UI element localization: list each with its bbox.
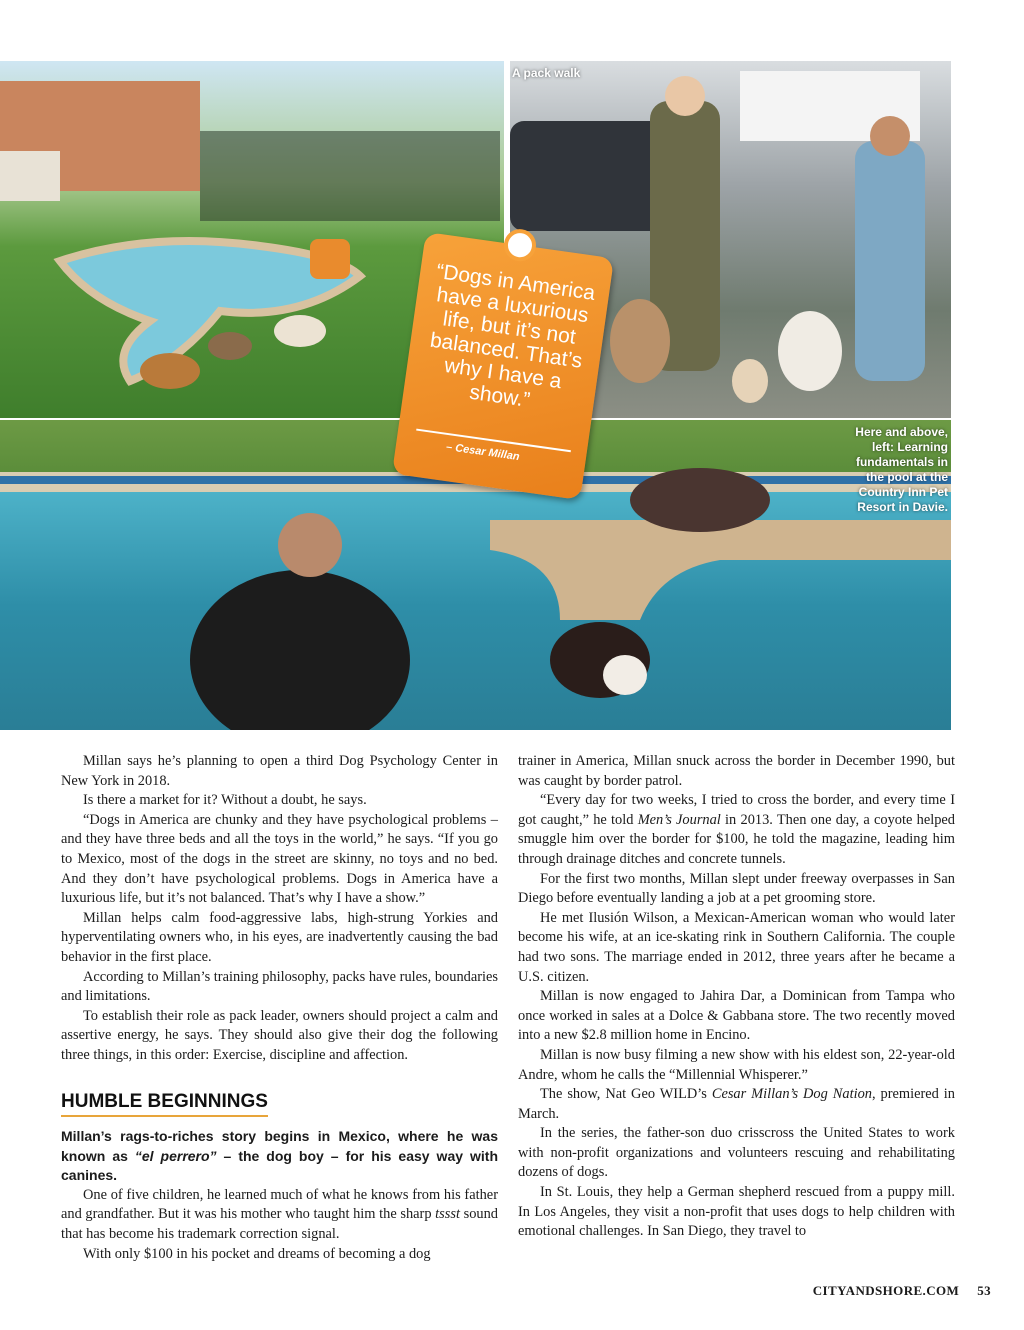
paragraph: Millan helps calm food-aggressive labs, high-strung Yorkies and hyperventilating owners who, in his eyes, are inadvertently causing the bad behavior in the first place.	[61, 909, 498, 965]
paragraph: Millan is now busy filming a new show with his eldest son, 22-year-old Andre, whom he calls the “Millennial Whisperer.”	[518, 1046, 955, 1083]
pull-quote-text: “Dogs in America have a luxurious life, but it’s not balanced. That’s why I have a show.”	[428, 259, 597, 412]
footer-site-link[interactable]: CITYANDSHORE.COM	[812, 1283, 960, 1298]
paragraph: For the first two months, Millan slept under freeway overpasses in San Diego before eventually landing a job at a pet grooming store.	[518, 870, 955, 907]
lede-text: Millan’s rags-to-riches story begins in Mexico, where he was known as	[61, 1128, 498, 1164]
article-column-left	[61, 752, 498, 1264]
paragraph: With only $100 in his pocket and dreams of becoming a dog	[83, 1245, 431, 1262]
article-column-right	[518, 752, 955, 1242]
paragraph: According to Millan’s training philosophy, packs have rules, boundaries and limitations.	[61, 968, 498, 1005]
paragraph-text: “Every day for two weeks, I tried to cross the border, and every time I got caught,” he told	[518, 792, 955, 828]
paragraph-emphasis: tssst	[435, 1206, 460, 1223]
page-number: 53	[977, 1283, 991, 1298]
photo-caption-pack-walk: A pack walk	[512, 66, 581, 80]
pull-quote-attribution: – Cesar Millan	[445, 440, 521, 464]
paragraph-text: The show, Nat Geo WILD’s	[540, 1086, 712, 1103]
paragraph: To establish their role as pack leader, owners should project a calm and assertive energy, he says. They should also give their dog the following three things, in this order: Exercise, discipline and affection.	[61, 1007, 498, 1063]
paragraph-emphasis: Men’s Journal	[637, 811, 721, 828]
paragraph-emphasis: Cesar Millan’s Dog Nation	[711, 1086, 872, 1103]
paragraph: He met Ilusión Wilson, a Mexican-American woman who would later become his wife, at an ice-skating rink in Southern California. The couple had two sons. The marriage ended in 2012, three years after he became a U.S. citizen.	[518, 909, 955, 985]
section-heading: HUMBLE BEGINNINGS	[61, 1092, 268, 1118]
lede-text-end: – the dog boy – for his easy way with canines.	[61, 1147, 498, 1184]
lede-emphasis: “el perrero”	[134, 1147, 217, 1164]
paragraph: Millan is now engaged to Jahira Dar, a Dominican from Tampa who once worked in sales at a Dolce & Gabbana store. The two recently moved into a new $2.8 million home in Encino.	[518, 988, 955, 1044]
paragraph: “Dogs in America are chunky and they have psychological problems – and they have three beds and all the toys in the world,” he says. “If you go to Mexico, most of the dogs in the street are skinny, no toys and no bed. And they don’t have psychological problems. Dogs in America have a luxurious life, but it’s not balanced. That’s why I have a show.”	[61, 811, 498, 907]
paragraph: trainer in America, Millan snuck across the border in December 1990, but was caught by border patrol.	[518, 753, 955, 789]
paragraph: In St. Louis, they help a German shepherd rescued from a puppy mill. In Los Angeles, they visit a non-profit that uses dogs to help children with emotional challenges. In San Diego, they travel to	[518, 1184, 955, 1240]
paragraph	[518, 791, 955, 869]
paragraph	[518, 1085, 955, 1124]
paragraph: Is there a market for it? Without a doubt, he says.	[83, 792, 367, 809]
paragraph-text-end: sound that has become his trademark correction signal.	[61, 1206, 499, 1243]
paragraph: In the series, the father-son duo crisscross the United States to work with non-profit organizations and volunteers rescuing and rehabilitating dozens of dogs.	[518, 1125, 955, 1181]
photo-caption-pool: Here and above, left: Learning fundamentals in the pool at the Country Inn Pet Resort in Davie.	[855, 425, 948, 514]
paragraph-text-end: in 2013. Then one day, a coyote helped smuggle him over the border for $100, he told the magazine, leading him through drainage ditches and concrete tunnels.	[518, 811, 955, 867]
paragraph-text: One of five children, he learned much of what he knows from his father and grandfather. But it was his mother who taught him the sharp	[61, 1186, 498, 1223]
paragraph-text-end: , premiered in March.	[518, 1086, 955, 1122]
paragraph: Millan says he’s planning to open a third Dog Psychology Center in New York in 2018.	[61, 753, 498, 789]
section-lede	[61, 1127, 498, 1186]
paragraph	[61, 1186, 498, 1245]
page-footer	[813, 1283, 991, 1299]
pull-quote-tag	[392, 232, 614, 500]
